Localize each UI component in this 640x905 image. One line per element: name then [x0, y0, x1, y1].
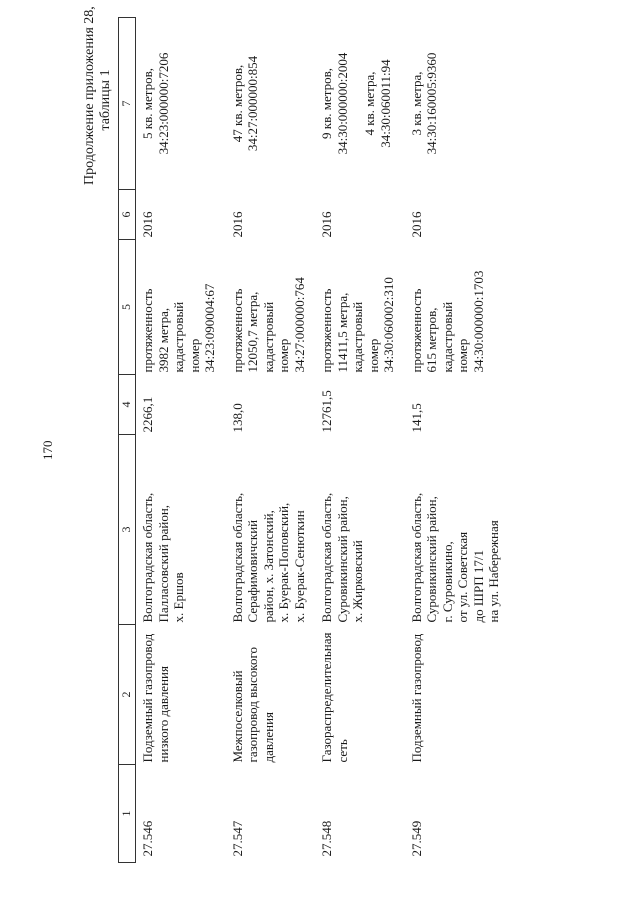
- column-header: 5: [119, 240, 136, 375]
- text-line: 34:30:060002:310: [381, 277, 396, 373]
- table-row: [136, 18, 226, 863]
- object-year: 2016: [229, 211, 245, 238]
- row-number: 27.548: [319, 820, 334, 857]
- text-line: кадастровый: [171, 301, 186, 373]
- text-line: 3982 метра,: [155, 307, 171, 373]
- text-line: протяженность: [319, 288, 334, 373]
- object-description: [226, 240, 316, 375]
- text-line: 11411,5 метра,: [334, 292, 350, 373]
- row-number: 27.549: [408, 820, 424, 857]
- object-year: 2016: [408, 211, 424, 238]
- text-line: 5 кв. метров,: [140, 68, 155, 139]
- table-row: [315, 18, 405, 863]
- row-number: 27.547: [229, 820, 245, 857]
- column-header: 1: [119, 765, 136, 863]
- text-line: 34:30:000000:2004: [334, 52, 350, 155]
- text-line: Межпоселковый: [229, 670, 245, 763]
- text-line: г. Суровикино,: [439, 541, 455, 623]
- table-row: [405, 18, 510, 863]
- text-line: Волгоградская область,: [319, 492, 334, 623]
- land-plot: [405, 18, 510, 190]
- land-plot: [315, 18, 405, 190]
- object-location: [226, 435, 316, 625]
- object-value: 2266,1: [140, 396, 155, 433]
- text-line: 34:27:000000:764: [291, 277, 307, 373]
- object-description: [405, 240, 510, 375]
- continuation-note: [82, 6, 114, 185]
- text-line: Подземный газопровод: [408, 633, 424, 763]
- object-description: [136, 240, 226, 375]
- text-line: на ул. Набережная: [486, 520, 501, 623]
- text-line: 34:23:090004:67: [202, 283, 217, 373]
- text-line: Суровикинский район,: [334, 496, 350, 623]
- text-line: Подземный газопровод: [140, 633, 155, 763]
- land-plot: [226, 18, 316, 190]
- text-line: 12050,7 метра,: [245, 291, 260, 373]
- text-line: 34:27:000000:854: [245, 55, 260, 152]
- text-line: номер: [186, 338, 202, 373]
- header-row: [119, 18, 136, 863]
- text-line: газопровод высокого: [245, 647, 260, 763]
- text-line: 3 кв. метра,: [408, 71, 424, 136]
- text-line: Волгоградская область,: [140, 492, 155, 623]
- text-line: кадастровый: [439, 301, 455, 373]
- continuation-line: Продолжение приложения 28,: [82, 6, 97, 185]
- text-line: Волгоградская область,: [408, 492, 424, 623]
- object-name: [226, 625, 316, 765]
- text-line: протяженность: [229, 288, 245, 373]
- text-line: давления: [260, 711, 276, 763]
- object-value: 138,0: [229, 403, 245, 433]
- object-year: 2016: [140, 211, 155, 238]
- text-line: Серафимовичский: [245, 519, 260, 623]
- text-line: протяженность: [140, 288, 155, 373]
- text-line: 34:30:160005:9360: [424, 52, 439, 155]
- text-line: 34:30:000000:1703: [470, 270, 486, 373]
- text-line: сеть: [334, 739, 350, 763]
- text-line: от ул. Советская: [455, 531, 470, 623]
- object-year: 2016: [319, 211, 334, 238]
- text-line: Палласовский район,: [155, 504, 171, 623]
- object-location: [405, 435, 510, 625]
- text-line: Суровикинский район,: [424, 496, 439, 623]
- text-line: 34:23:000000:7206: [155, 52, 171, 155]
- text-line: 4 кв. метра,: [362, 71, 377, 136]
- text-line: 9 кв. метров,: [319, 68, 334, 139]
- row-number: 27.546: [140, 820, 155, 857]
- column-header: 4: [119, 375, 136, 435]
- text-line: до ШРП 17/1: [470, 550, 486, 623]
- spacer: [350, 20, 362, 188]
- text-line: кадастровый: [350, 301, 365, 373]
- text-line: х. Буерак-Сенюткин: [291, 510, 307, 623]
- text-line: 34:30:060011:94: [377, 59, 393, 148]
- text-line: протяженность: [408, 288, 424, 373]
- text-line: кадастровый: [260, 301, 276, 373]
- text-line: район, х. Затонский,: [260, 510, 276, 623]
- object-value: 12761,5: [319, 390, 334, 433]
- page-number: 170: [40, 440, 55, 460]
- column-header: 3: [119, 435, 136, 625]
- object-name: [315, 625, 405, 765]
- text-line: х. Буерак-Поповский,: [276, 502, 291, 623]
- land-plot: [136, 18, 226, 190]
- text-line: 47 кв. метров,: [229, 64, 245, 143]
- object-value: 141,5: [408, 403, 424, 433]
- continuation-line: таблицы 1: [98, 69, 113, 131]
- table-row: [226, 18, 316, 863]
- object-name: [405, 625, 510, 765]
- text-line: х. Жирковский: [350, 540, 365, 623]
- text-line: Газораспределительная: [319, 632, 334, 763]
- text-line: х. Ершов: [171, 572, 186, 623]
- text-line: номер: [455, 338, 470, 373]
- data-table: [118, 17, 510, 863]
- object-name: [136, 625, 226, 765]
- object-location: [315, 435, 405, 625]
- text-line: Волгоградская область,: [229, 492, 245, 623]
- text-line: 615 метров,: [424, 307, 439, 373]
- text-line: номер: [365, 338, 381, 373]
- text-line: низкого давления: [155, 666, 171, 763]
- text-line: номер: [276, 338, 291, 373]
- object-location: [136, 435, 226, 625]
- column-header: 6: [119, 190, 136, 240]
- object-description: [315, 240, 405, 375]
- column-header: 2: [119, 625, 136, 765]
- column-header: 7: [119, 18, 136, 190]
